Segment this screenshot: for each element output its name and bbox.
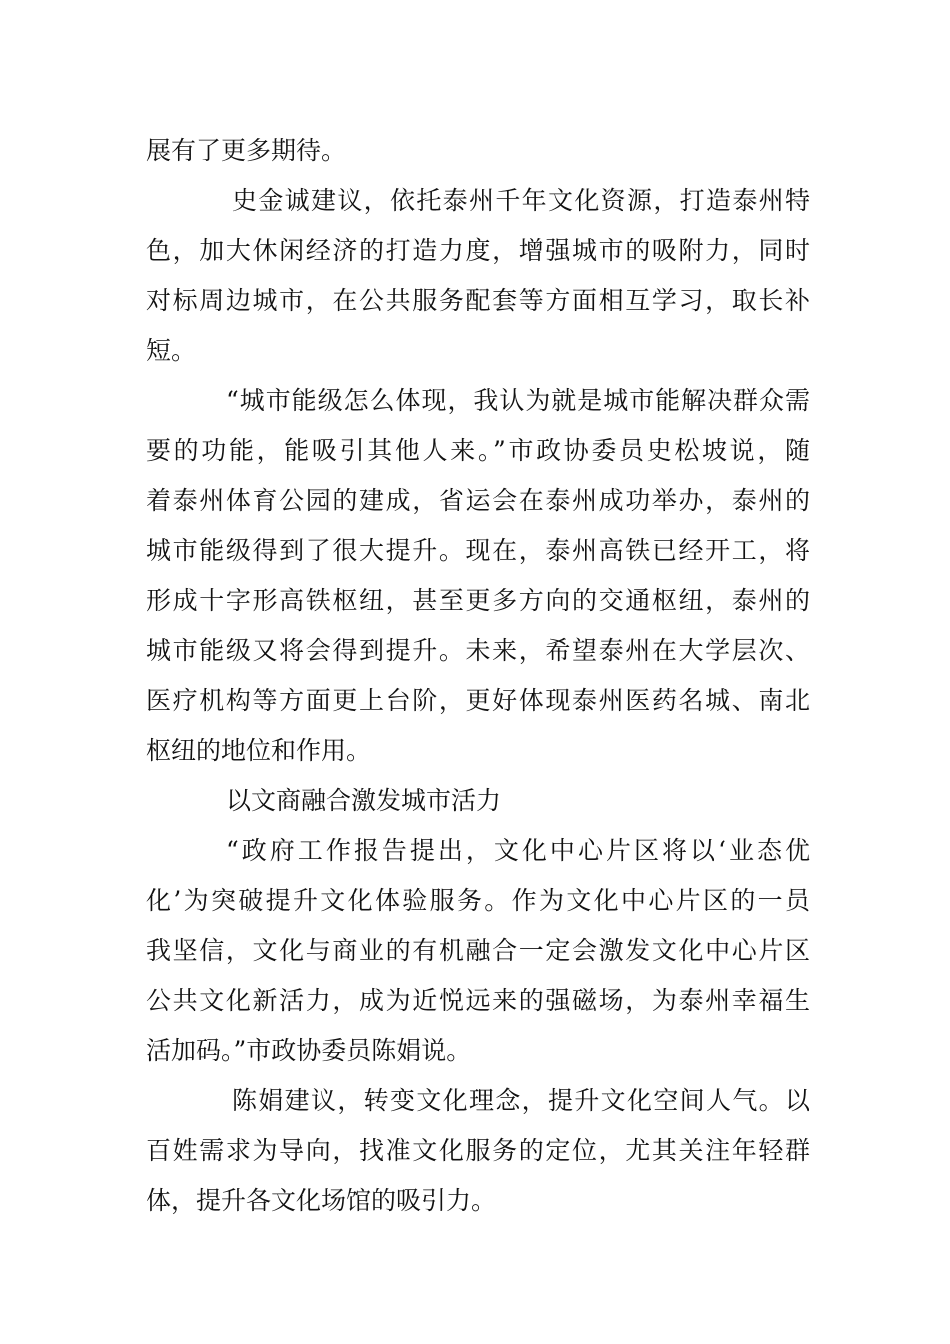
text-line: 色，加大休闲经济的打造力度，增强城市的吸附力，同时 bbox=[146, 236, 810, 265]
text-line: 百姓需求为导向，找准文化服务的定位，尤其关注年轻群 bbox=[146, 1136, 810, 1165]
text-line: 短。 bbox=[146, 336, 197, 365]
text-line: 体，提升各文化场馆的吸引力。 bbox=[146, 1186, 497, 1215]
text-line: 展有了更多期待。 bbox=[146, 136, 347, 165]
text-line: 化’为突破提升文化体验服务。作为文化中心片区的一员 bbox=[146, 886, 810, 915]
text-line: 对标周边城市，在公共服务配套等方面相互学习，取长补 bbox=[146, 286, 810, 315]
text-line: 我坚信，文化与商业的有机融合一定会激发文化中心片区 bbox=[146, 936, 810, 965]
text-line: 形成十字形高铁枢纽，甚至更多方向的交通枢纽，泰州的 bbox=[146, 586, 810, 615]
text-line: 要的功能，能吸引其他人来。”市政协委员史松坡说，随 bbox=[146, 436, 810, 465]
text-line: 着泰州体育公园的建成，省运会在泰州成功举办，泰州的 bbox=[146, 486, 810, 515]
text-line: “政府工作报告提出，文化中心片区将以‘业态优 bbox=[226, 836, 810, 865]
text-line: 陈娟建议，转变文化理念，提升文化空间人气。以 bbox=[232, 1086, 810, 1115]
text-line: 公共文化新活力，成为近悦远来的强磁场，为泰州幸福生 bbox=[146, 986, 810, 1015]
text-line: 城市能级得到了很大提升。现在，泰州高铁已经开工，将 bbox=[146, 536, 810, 565]
text-line: 活加码。”市政协委员陈娟说。 bbox=[146, 1036, 472, 1065]
section-heading: 以文商融合激发城市活力 bbox=[226, 786, 502, 815]
text-line: “城市能级怎么体现，我认为就是城市能解决群众需 bbox=[226, 386, 810, 415]
text-line: 枢纽的地位和作用。 bbox=[146, 736, 372, 765]
text-line: 医疗机构等方面更上台阶，更好体现泰州医药名城、南北 bbox=[146, 686, 810, 715]
text-line: 城市能级又将会得到提升。未来，希望泰州在大学层次、 bbox=[146, 636, 810, 665]
text-line: 史金诚建议，依托泰州千年文化资源，打造泰州特 bbox=[232, 186, 810, 215]
